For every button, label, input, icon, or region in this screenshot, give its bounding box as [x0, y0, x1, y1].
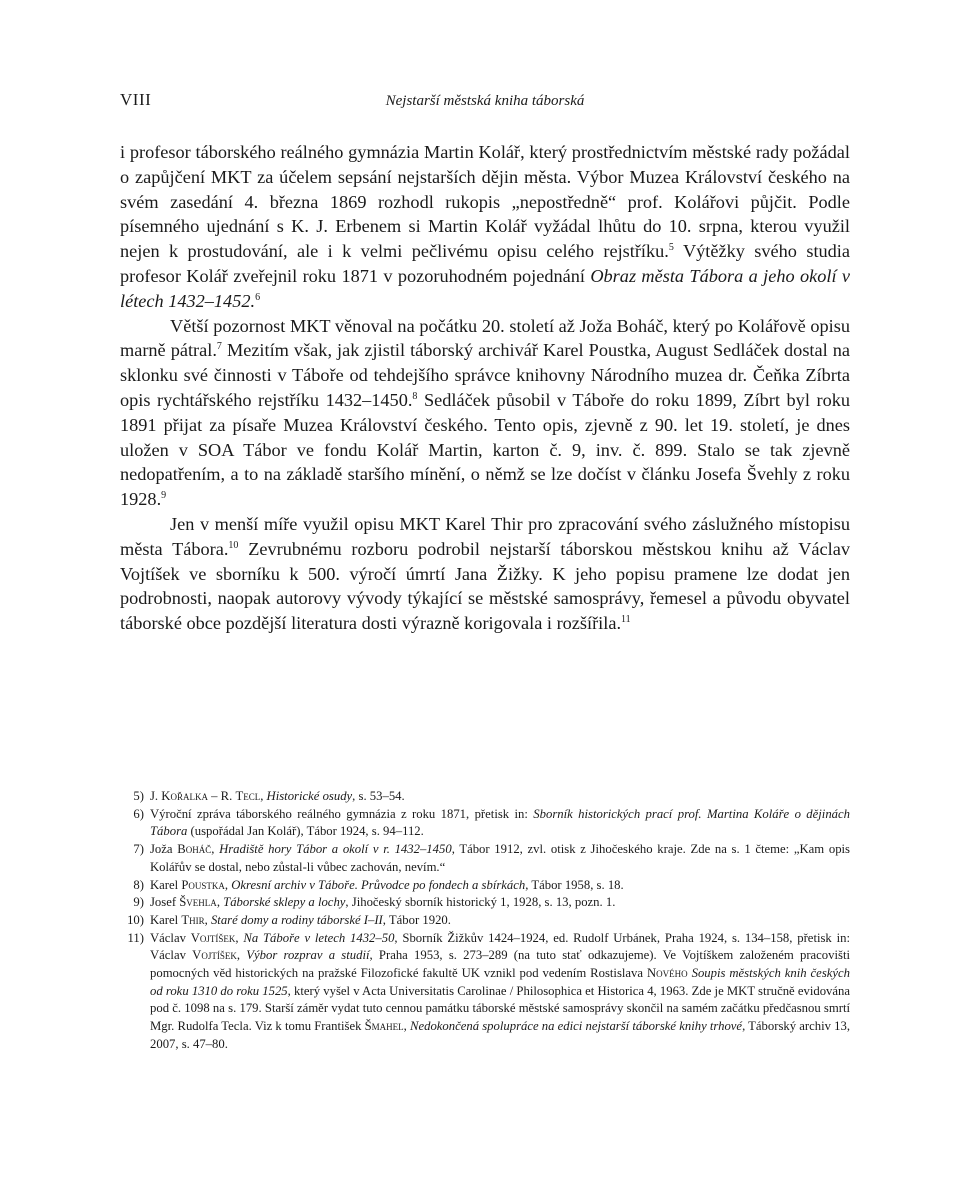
text-run: , Jihočeský sborník historický 1, 1928, s. 13, pozn. 1. [345, 895, 616, 910]
footnote-ref-8[interactable]: 8 [412, 390, 418, 402]
paragraph-2 [120, 314, 850, 512]
footnote-number: 6) [133, 806, 144, 821]
text-run: i profesor táborského reálného gymnázia Martin Kolář, který prostřednictvím městské rady požádal o zapůjčení MKT za účelem sepsání nejstarších dějin města. Výbor Muzea Království českého na svém zasedání 4. března 1869 rozhodl rukopis „nepostředně“ prof. Kolářovi půjčit. Podle písemného ujednání s K. J. Erbenem si Martin Kolář vyžádal lhůtu do 10. srpna, kterou využil nejen k prostudování, ale i k velmi pečlivému opisu celého rejstříku. [120, 142, 850, 262]
work-title: Táborské sklepy a lochy [223, 895, 346, 910]
footnote-text [150, 894, 850, 912]
footnote-ref-7[interactable]: 7 [216, 341, 222, 353]
text-run: , [260, 789, 267, 803]
footnotes [120, 788, 850, 1054]
text-run: , [216, 895, 224, 910]
footnote-number: 5) [133, 789, 144, 803]
footnote-number: 8) [133, 877, 144, 892]
author-name: Vojtíšek [190, 930, 236, 945]
text-run: Josef [150, 895, 180, 910]
text-run: , Táborský archiv 13, 2007, s. 47–80. [150, 1019, 850, 1051]
footnote-text [150, 806, 850, 841]
author-name: Vojtíšek [192, 948, 237, 963]
author-name: Boháč [177, 842, 212, 857]
text-run: Zevrubnému rozboru podrobil nejstarší táborskou městskou knihu až Václav Vojtíšek ve sborníku k 500. výročí úmrtí Jana Žižky. K jeho popisu pramene lze dodat jen podrobnosti, naopak autorovy vývody týkající se městské samosprávy, řemesel a původu obyvatel táborské obce pozdější literatura dosti výrazně korigovala i rozšířila. [120, 538, 850, 634]
text-run: Výtěžky svého studia profesor Kolář zveřejnil roku 1871 v pozoruhodném pojednání [120, 241, 850, 286]
footnote-ref-9[interactable]: 9 [161, 490, 167, 502]
text-run: , [224, 877, 232, 892]
footnote-text [150, 930, 850, 1054]
footnote-ref-11[interactable]: 11 [621, 614, 631, 626]
work-title: Historické osudy [266, 789, 353, 803]
text-run: (uspořádal Jan Kolář), Tábor 1924, s. 94–112. [187, 824, 424, 839]
footnote-10 [120, 912, 850, 930]
work-title: Sborník historických prací prof. Martina Koláře o dějinách Tábora [150, 806, 850, 839]
text-run: , Tábor 1912, zvl. otisk z Jihočeského kraje. Zde na s. 1 čteme: „Kam opis Kolářův se dostal, nebo zůstal-li vůbec zachován, nevím.“ [150, 842, 850, 874]
author-name: Kořalka [161, 789, 208, 803]
footnote-ref-6[interactable]: 6 [255, 291, 261, 303]
text-run: , Tábor 1920. [382, 912, 451, 927]
author-name: Šmahel [364, 1019, 404, 1034]
footnote-ref-10[interactable]: 10 [228, 539, 239, 551]
text-run: J. [150, 789, 162, 803]
text-run: , [211, 842, 220, 857]
footnote-text [150, 841, 850, 876]
author-name: Poustka [181, 877, 225, 892]
footnote-number: 11) [127, 930, 144, 945]
text-run: , [204, 912, 211, 927]
page-header [120, 90, 850, 120]
footnote-7 [120, 841, 850, 876]
work-title: Staré domy a rodiny táborské I–II [210, 912, 383, 927]
footnote-number: 7) [133, 842, 144, 857]
work-title: Na Táboře v letech 1432–50 [243, 930, 395, 945]
text-run: Joža [150, 842, 178, 857]
paragraph-1 [120, 140, 850, 314]
footnote-text [150, 788, 850, 806]
footnote-8 [120, 877, 850, 895]
footnote-9 [120, 894, 850, 912]
footnote-5 [120, 788, 850, 806]
work-title: Nedokončená spolupráce na edici nejstarší táborské knihy trhové [410, 1019, 743, 1034]
text-run: , [403, 1019, 411, 1034]
text-run: Sedláček působil v Táboře do roku 1899, Zíbrt byl roku 1891 přijat za písaře Muzea Království českého. Tento opis, zjevně z 90. let 19. století, je dnes uložen v SOA Tábor ve fondu Kolář Martin, karton č. 9, inv. č. 899. Stalo se tak zjevně nedopatřením, a to na základě staršího mínění, o němž se lze dočíst v článku Josefa Švehly z roku 1928. [120, 389, 850, 510]
text-run: , s. 53–54. [352, 789, 405, 803]
work-title: Hradiště hory Tábor a okolí v r. 1432–1450 [219, 842, 452, 857]
text-run: , Sborník Žižkův 1424–1924, ed. Rudolf Urbánek, Praha 1924, s. 134–158, přetisk in: Václav [150, 930, 850, 963]
text-run: Větší pozornost MKT věnoval na počátku 20. století až Joža Boháč, který po Kolářově opisu marně pátral. [120, 315, 850, 361]
author-name: Tecl [235, 789, 261, 803]
main-text [120, 140, 850, 636]
text-run: , [236, 948, 247, 963]
author-name: Švehla [179, 895, 217, 910]
page-number: VIII [120, 90, 152, 109]
work-title: Výbor rozprav a studií [246, 948, 370, 963]
text-run: Václav [150, 930, 191, 945]
text-run: , Praha 1953, s. 273–289 (na tuto stať odkazujeme). Ve Vojtíškem založeném pracovišti pomocných věd historických na pražské Filozofické fakultě UK vznikl pod vedením Rostislava [150, 948, 851, 981]
work-title: Obraz města Tábora a jeho okolí v létech 1432–1452. [120, 265, 850, 311]
work-title: Okresní archiv v Táboře. Průvodce po fondech a sbírkách [231, 877, 526, 892]
footnote-number: 9) [133, 895, 144, 910]
text-run: Jen v menší míře využil opisu MKT Karel Thir pro zpracování svého záslužného místopisu města Tábora. [120, 513, 850, 559]
author-name: Nového [646, 966, 688, 981]
text-run: Karel [150, 877, 182, 892]
text-run: – R. [207, 789, 236, 803]
text-run: Karel [150, 912, 182, 927]
footnote-6 [120, 806, 850, 841]
footnote-text [150, 877, 850, 895]
footnote-number: 10) [127, 912, 144, 927]
paragraph-3 [120, 512, 850, 636]
text-run: , [235, 930, 244, 945]
running-title: Nejstarší městská kniha táborská [385, 93, 585, 109]
footnote-11 [120, 930, 850, 1054]
text-run: Výroční zpráva táborského reálného gymnázia z roku 1871, přetisk in: [150, 806, 534, 821]
footnote-ref-5[interactable]: 5 [668, 242, 674, 254]
work-title: Soupis městských knih českých od roku 1310 do roku 1525 [150, 966, 850, 998]
text-run: , který vyšel v Acta Universitatis Carolinae / Philosophica et Historica 4, 1963. Zde je MKT stručně evidována pod č. 1098 na s. 179. Starší záměr vydat tuto cennou památku táborské městské samosprávy skončil na samém začátku předčasnou smrtí Mgr. Rudolfa Tecla. Viz k tomu František [150, 983, 850, 1034]
text-run: , Tábor 1958, s. 18. [525, 877, 624, 892]
author-name: Thir [181, 912, 205, 927]
text-run: Mezitím však, jak zjistil táborský archivář Karel Poustka, August Sedláček dostal na sklonku své činnosti v Táboře od tehdejšího správce knihovny Národního muzea dr. Čeňka Zíbrta opis rychtářského rejstříku 1432–1450. [120, 340, 850, 410]
footnote-text [150, 912, 850, 930]
